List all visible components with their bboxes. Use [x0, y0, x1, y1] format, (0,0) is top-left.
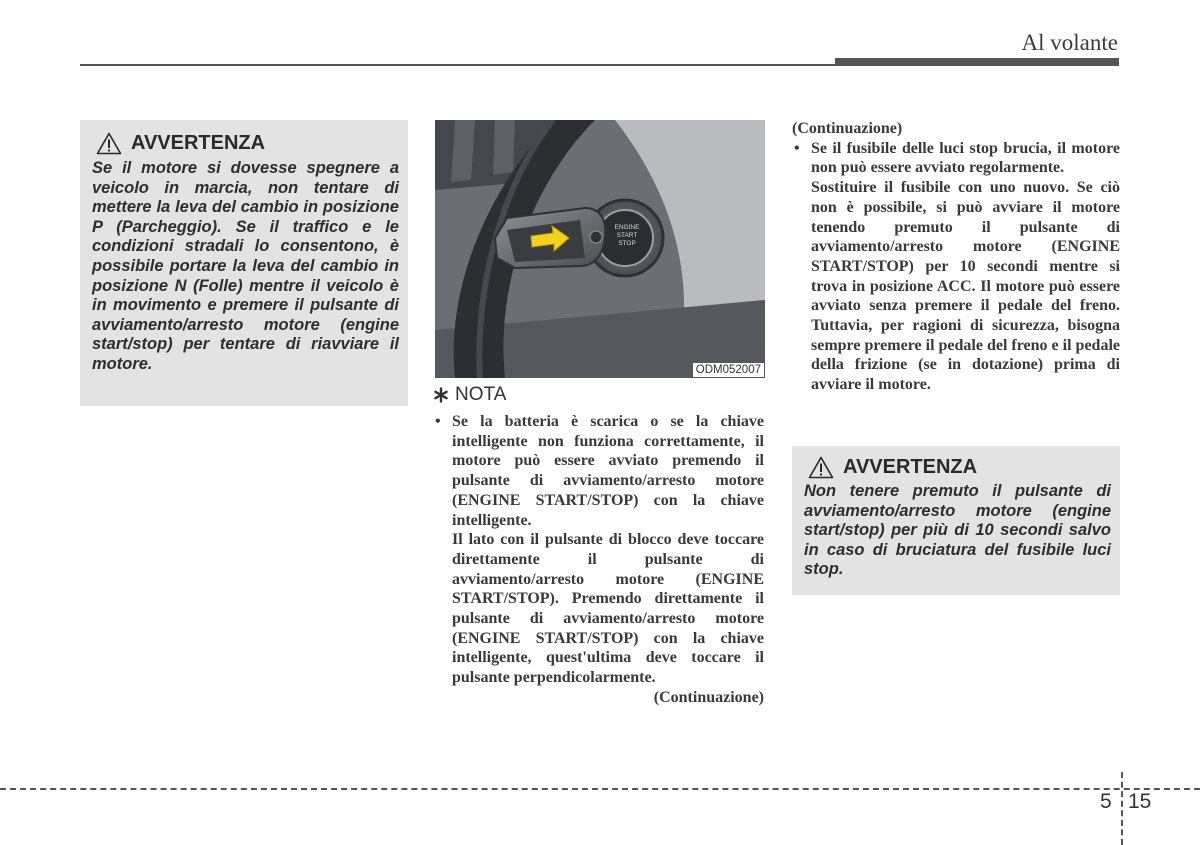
warning-box-left	[80, 120, 408, 406]
button-text-start: START	[616, 232, 638, 239]
nota-continues: (Continuazione)	[653, 688, 764, 706]
nota-header	[433, 384, 506, 406]
button-text-engine: ENGINE	[614, 224, 640, 231]
warning-title: AVVERTENZA	[843, 456, 978, 478]
smart-key-illustration	[435, 120, 765, 378]
warning-text: Se il motore si dovesse spegnere a veicolo in marcia, non tentare di mettere la leva del cambio in posizione P (Parcheggio). Se il traffico e le condizioni stradali lo consentono, è possibile portare la leva del cambio in posizione N (Folle) mentre il veicolo è in movimento e premere il pulsante di avviamento/arresto motore (engine start/stop) per tentare di riavviare il motore.	[92, 159, 399, 373]
smart-key-figure	[435, 120, 765, 378]
warning-title: AVVERTENZA	[131, 132, 266, 154]
warning-text: Non tenere premuto il pulsante di avviamento/arresto motore (engine start/stop) per più di 10 secondi salvo in caso di bruciatura del fusibile luci stop.	[804, 482, 1111, 579]
warning-header	[96, 132, 399, 155]
warning-triangle-icon	[808, 456, 834, 479]
nota-bullet: • Se la batteria è scarica o se la chiave intelligente non funziona correttamente, il motore può essere avviato premendo il pulsante di avviamento/arresto motore (ENGINE START/STOP) con la chiave intelligente.	[433, 412, 764, 530]
footer-dashed-rule	[0, 788, 1200, 790]
footer-dashed-divider	[1121, 772, 1123, 845]
button-text-stop: STOP	[618, 240, 636, 247]
nota-title: NOTA	[455, 384, 507, 405]
warning-box-right	[792, 446, 1120, 595]
header-bar	[835, 58, 1119, 66]
chapter-number: 5	[1100, 790, 1112, 813]
nota-paragraph: Il lato con il pulsante di blocco deve toccare direttamente il pulsante di avviamento/arresto motore (ENGINE START/STOP). Premendo direttamente il pulsante di avviamento/arresto motore (ENGINE START/STOP) con la chiave intelligente, quest'ultima deve toccare il pulsante perpendicolarmente.	[452, 531, 764, 687]
page-header-title: Al volante	[1021, 30, 1118, 55]
warning-header	[808, 456, 1111, 479]
fuse-bullet: • Se il fusibile delle luci stop brucia, il motore non può essere avviato regolarmente.	[792, 139, 1120, 178]
column-right-text	[792, 119, 1120, 395]
continued-label: (Continuazione)	[792, 120, 903, 137]
nota-body	[433, 412, 764, 708]
page-number: 15	[1128, 790, 1152, 813]
header-rule	[80, 64, 835, 66]
nota-star-icon	[433, 387, 449, 403]
warning-triangle-icon	[96, 132, 122, 155]
fuse-paragraph: Sostituire il fusibile con uno nuovo. Se ciò non è possibile, si può avviare il motore tenendo premuto il pulsante di avviamento/arresto motore (ENGINE START/STOP) per 10 secondi mentre si trova in posizione ACC. Il motore può essere avviato senza premere il pedale del freno. Tuttavia, per ragioni di sicurezza, bisogna sempre premere il pedale del freno e il pedale della frizione (se in dotazione) prima di avviare il motore.	[811, 179, 1120, 394]
figure-code-label: ODM052007	[693, 363, 764, 377]
